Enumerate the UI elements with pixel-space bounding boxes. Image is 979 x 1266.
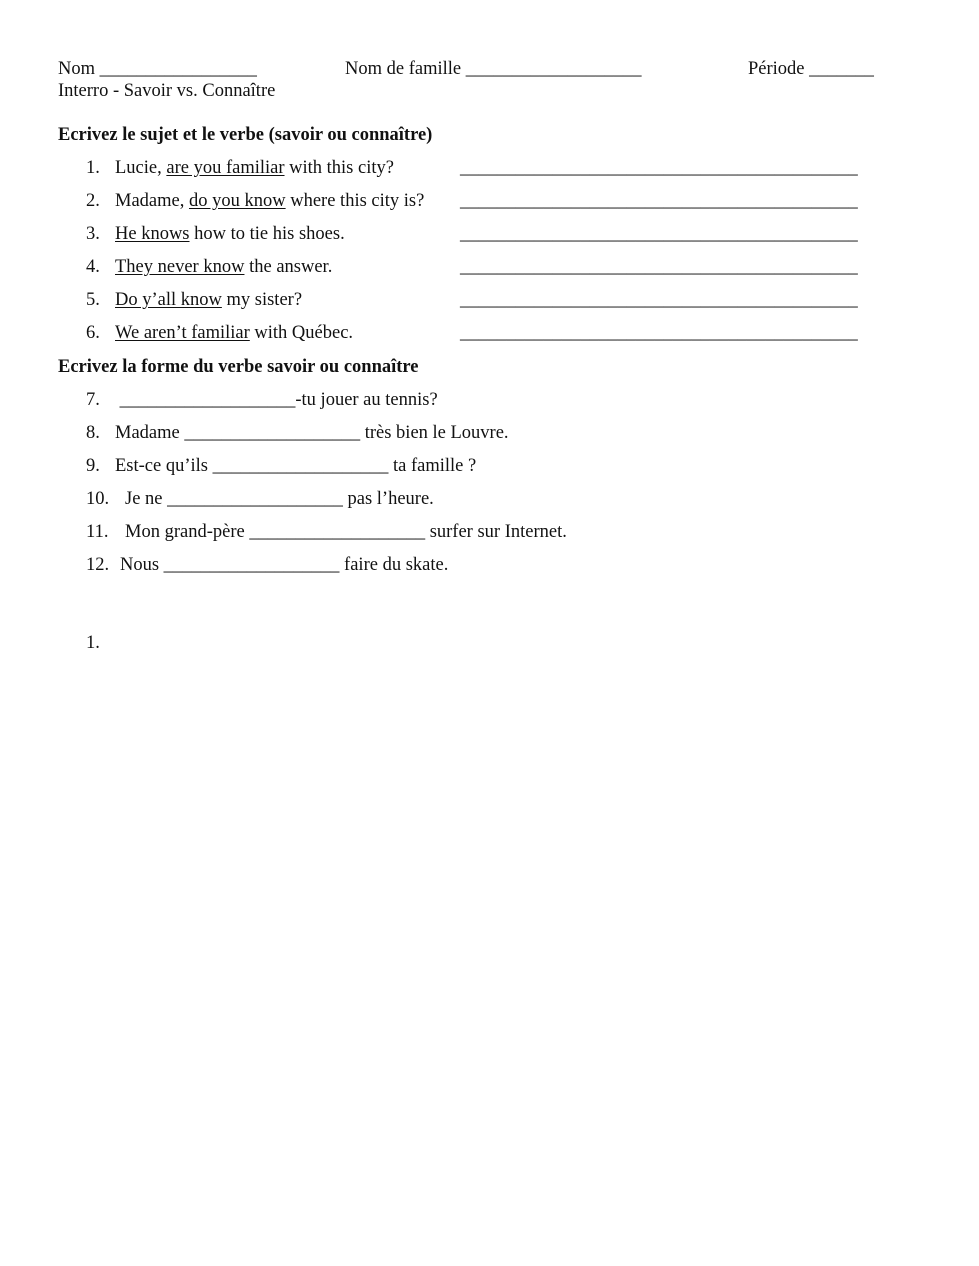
item-number: 11. — [86, 522, 109, 542]
text-before: Lucie, — [115, 158, 167, 178]
nom-field: Nom _________________ — [58, 59, 257, 79]
item-number: 3. — [86, 224, 100, 244]
trailing-item-number: 1. — [86, 633, 100, 653]
text-after: with Québec. — [249, 323, 354, 343]
underlined-phrase: do you know — [188, 191, 286, 211]
item-text: Je ne ___________________ pas l’heure. — [125, 489, 434, 509]
item-number: 9. — [86, 456, 100, 476]
page-title: Interro - Savoir vs. Connaître — [58, 81, 276, 101]
answer-line: ___________________________________________ — [460, 290, 858, 310]
answer-line: ___________________________________________ — [460, 191, 858, 211]
item-text — [115, 190, 424, 212]
underlined-phrase: He knows — [115, 224, 190, 244]
item-text: Est-ce qu’ils ___________________ ta famille ? — [115, 456, 477, 476]
item-text — [115, 157, 394, 179]
nom-de-famille-field: Nom de famille ___________________ — [345, 59, 642, 79]
item-number: 10. — [86, 489, 110, 509]
item-number: 8. — [86, 423, 100, 443]
item-text — [115, 289, 302, 311]
section2-heading: Ecrivez la forme du verbe savoir ou connaître — [58, 357, 419, 377]
periode-field: Période _______ — [748, 59, 874, 79]
underlined-phrase: We aren’t familiar — [115, 323, 250, 343]
answer-line: ___________________________________________ — [460, 257, 858, 277]
text-after: how to tie his shoes. — [189, 224, 345, 244]
answer-line: ___________________________________________ — [460, 224, 858, 244]
answer-line: ___________________________________________ — [460, 323, 858, 343]
item-text — [115, 256, 332, 278]
text-after: where this city is? — [285, 191, 425, 211]
item-text: Mon grand-père ___________________ surfer sur Internet. — [125, 522, 567, 542]
item-number: 2. — [86, 191, 100, 211]
item-text — [115, 322, 353, 344]
text-before: Madame, — [115, 191, 189, 211]
text-after: with this city? — [284, 158, 394, 178]
answer-line: ___________________________________________ — [460, 158, 858, 178]
text-after: my sister? — [221, 290, 303, 310]
item-number: 7. — [86, 390, 100, 410]
item-number: 4. — [86, 257, 100, 277]
underlined-phrase: are you familiar — [166, 158, 285, 178]
item-number: 6. — [86, 323, 100, 343]
item-text: Madame ___________________ très bien le Louvre. — [115, 423, 509, 443]
item-text — [115, 223, 345, 245]
item-number: 5. — [86, 290, 100, 310]
item-text: ___________________-tu jouer au tennis? — [115, 390, 438, 410]
underlined-phrase: They never know — [115, 257, 245, 277]
item-text: Nous ___________________ faire du skate. — [120, 555, 449, 575]
item-number: 1. — [86, 158, 100, 178]
underlined-phrase: Do y’all know — [115, 290, 222, 310]
text-after: the answer. — [244, 257, 333, 277]
item-number: 12. — [86, 555, 110, 575]
section1-heading: Ecrivez le sujet et le verbe (savoir ou connaître) — [58, 125, 433, 145]
